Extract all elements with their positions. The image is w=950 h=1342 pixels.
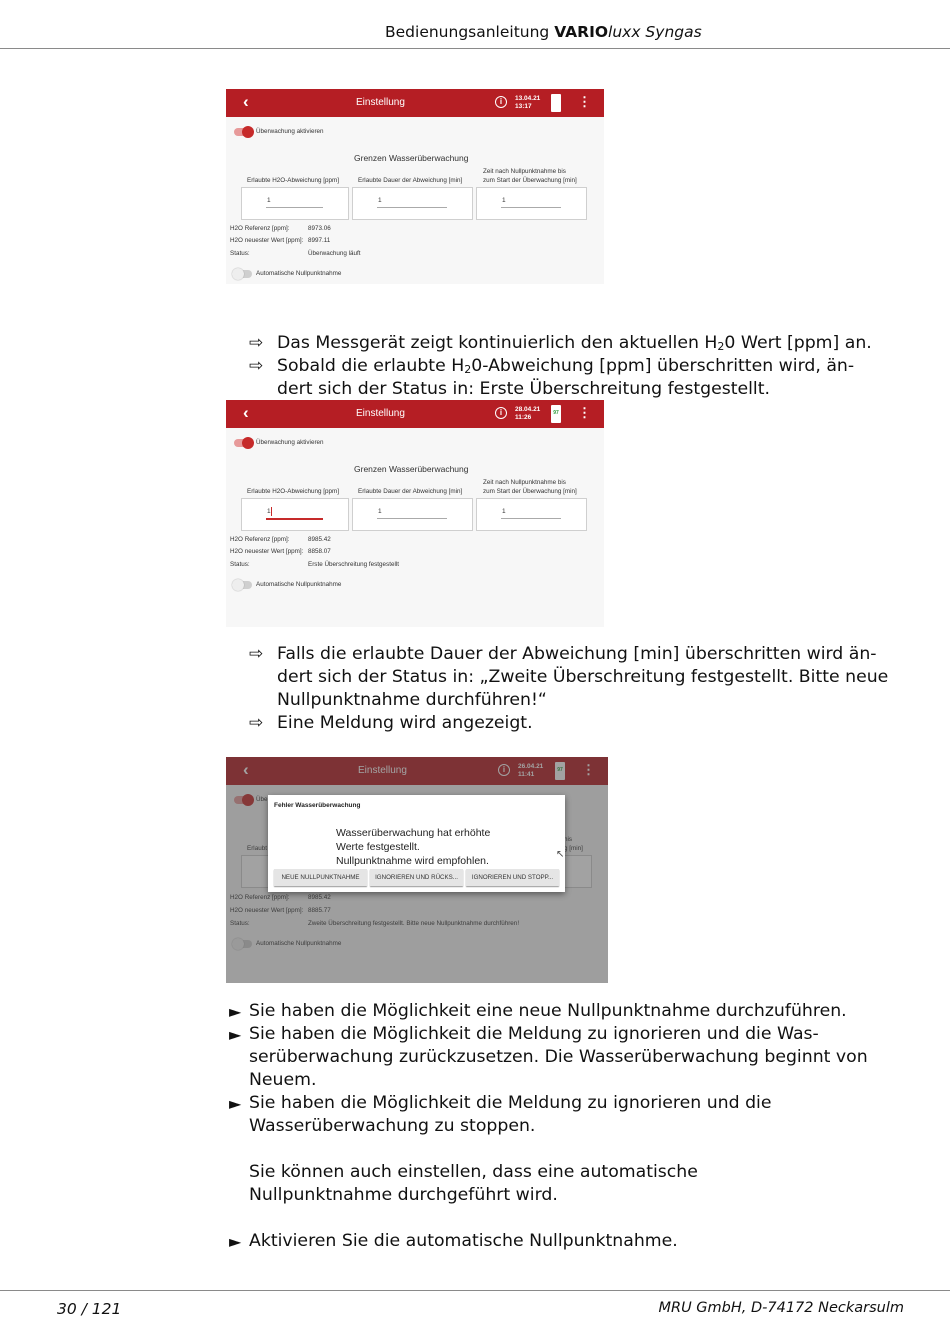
menu-icon[interactable]: ⋮ [578, 94, 591, 109]
option-text: Sie haben die Möglichkeit die Meldung zu ignorieren und die [249, 1093, 772, 1113]
header-title [385, 23, 702, 41]
option-text: Sie haben die Möglichkeit die Meldung zu ignorieren und die Was- [249, 1024, 819, 1044]
triangle-bullet-icon: ► [229, 1094, 242, 1113]
app-title: Einstellung [356, 97, 405, 108]
info-icon[interactable]: i [495, 407, 507, 419]
arrow-icon: ⇨ [249, 644, 264, 664]
error-dialog [268, 795, 565, 892]
field-value: 1 [267, 508, 271, 515]
battery-icon: 97 [551, 405, 561, 423]
screenshot-2 [226, 400, 604, 627]
reference-label: H2O Referenz [ppm]: [230, 536, 290, 543]
reference-value: 8985.42 [308, 536, 331, 543]
deviation-ppm-field[interactable] [241, 187, 349, 220]
status-value: Erste Überschreitung festgestellt [308, 561, 399, 568]
field-underline [377, 207, 447, 208]
field-underline [266, 518, 323, 520]
deviation-duration-field[interactable] [352, 187, 473, 220]
newest-label: H2O neuester Wert [ppm]: [230, 237, 304, 244]
screenshot-1 [226, 89, 604, 284]
app-bar [226, 400, 604, 428]
menu-icon[interactable]: ⋮ [578, 405, 591, 420]
col2-label: Erlaubte Dauer der Abweichung [min] [358, 488, 463, 495]
newest-value: 8858.07 [308, 548, 331, 555]
bullet-item [249, 712, 533, 735]
newest-value: 8997.11 [308, 237, 331, 244]
col3-label-2: zum Start der Überwachung [min] [483, 488, 577, 495]
triangle-bullet-icon: ► [229, 1025, 242, 1044]
note-text: Nullpunktnahme durchgeführt wird. [249, 1185, 558, 1205]
text-cursor [271, 507, 272, 516]
dialog-message-line: Nullpunktnahme wird empfohlen. [336, 855, 489, 867]
bullet-item [249, 643, 889, 712]
reference-value: 8973.06 [308, 225, 331, 232]
datetime [515, 406, 540, 422]
auto-zero-label: Automatische Nullpunktnahme [256, 270, 342, 277]
bullet-text: Nullpunktnahme durchführen!“ [277, 690, 547, 710]
col1-label: Erlaubte H2O-Abweichung [ppm] [247, 488, 340, 495]
field-underline [501, 518, 561, 519]
field-value: 1 [378, 508, 382, 515]
col3-label-1: Zeit nach Nullpunktnahme bis [483, 168, 566, 175]
subscript: 2 [464, 363, 472, 376]
bullet-item [249, 332, 872, 355]
bullet-text: Falls die erlaubte Dauer der Abweichung [min] überschritten wird än- [277, 644, 877, 664]
bullet-text: dert sich der Status in: Erste Überschreitung festgestellt. [277, 379, 770, 399]
col1-label: Erlaubte H2O-Abweichung [ppm] [247, 177, 340, 184]
status-value: Überwachung läuft [308, 250, 361, 257]
note-paragraph [249, 1161, 698, 1207]
arrow-icon: ⇨ [249, 713, 264, 733]
option-text: Sie haben die Möglichkeit eine neue Nullpunktnahme durchzuführen. [249, 1001, 847, 1021]
field-underline [501, 207, 561, 208]
option-item [229, 1000, 847, 1023]
ignore-stop-button[interactable]: IGNORIEREN UND STOPP... [466, 869, 559, 886]
option-item [229, 1092, 772, 1138]
battery-icon [551, 94, 561, 112]
header-brand-italic: luxx Syngas [608, 23, 702, 41]
bullet-item [249, 355, 855, 401]
page-number: 30 / 121 [57, 1300, 122, 1318]
new-zero-button[interactable]: NEUE NULLPUNKTNAHME [274, 869, 367, 886]
note-text: Sie können auch einstellen, dass eine automatische [249, 1162, 698, 1182]
col2-label: Erlaubte Dauer der Abweichung [min] [358, 177, 463, 184]
auto-zero-toggle[interactable] [234, 270, 252, 278]
time: 13:17 [515, 103, 532, 110]
reference-label: H2O Referenz [ppm]: [230, 225, 290, 232]
triangle-bullet-icon: ► [229, 1002, 242, 1021]
bullet-text: Das Messgerät zeigt kontinuierlich den aktuellen H [277, 333, 718, 353]
dialog-message-line: Wasserüberwachung hat erhöhte [336, 827, 491, 839]
arrow-icon: ⇨ [249, 356, 264, 376]
option-text: serüberwachung zurückzusetzen. Die Wasserüberwachung beginnt von [249, 1047, 868, 1067]
datetime [515, 95, 540, 111]
option-item [229, 1023, 868, 1092]
app-title: Einstellung [356, 408, 405, 419]
date: 28.04.21 [515, 406, 541, 413]
header-brand-bold: VARIO [554, 23, 609, 41]
header-prefix: Bedienungsanleitung [385, 23, 555, 41]
deviation-duration-field[interactable] [352, 498, 473, 531]
field-value: 1 [502, 197, 506, 204]
screenshot-3 [226, 757, 608, 983]
page-footer [0, 1290, 950, 1342]
back-icon[interactable]: ‹ [243, 403, 249, 422]
company-info: MRU GmbH, D-74172 Neckarsulm [658, 1300, 904, 1316]
info-icon[interactable]: i [495, 96, 507, 108]
field-underline [266, 207, 323, 208]
date: 13.04.21 [515, 95, 541, 102]
action-text: Aktivieren Sie die automatische Nullpunktnahme. [249, 1231, 678, 1251]
time: 11:26 [515, 414, 532, 421]
section-title: Grenzen Wasserüberwachung [354, 464, 469, 474]
col3-label-1: Zeit nach Nullpunktnahme bis [483, 479, 566, 486]
toggle-label: Überwachung aktivieren [256, 439, 324, 446]
app-bar [226, 89, 604, 117]
bullet-text: 0-Abweichung [ppm] überschritten wird, än- [471, 356, 855, 376]
start-delay-field[interactable] [476, 498, 587, 531]
field-underline [377, 518, 447, 519]
field-value: 1 [267, 197, 271, 204]
action-item [229, 1230, 678, 1253]
start-delay-field[interactable] [476, 187, 587, 220]
bullet-text: dert sich der Status in: „Zweite Überschreitung festgestellt. Bitte neue [277, 667, 889, 687]
option-text: Neuem. [249, 1070, 317, 1090]
newest-label: H2O neuester Wert [ppm]: [230, 548, 304, 555]
toggle-label: Überwachung aktivieren [256, 128, 324, 135]
ignore-reset-button[interactable]: IGNORIEREN UND RÜCKS... [370, 869, 463, 886]
bullet-text: 0 Wert [ppm] an. [724, 333, 872, 353]
auto-zero-toggle[interactable] [234, 581, 252, 589]
dialog-message [336, 826, 490, 868]
page-header [0, 0, 950, 49]
status-label: Status: [230, 561, 250, 568]
option-text: Wasserüberwachung zu stoppen. [249, 1116, 536, 1136]
bullet-text: Eine Meldung wird angezeigt. [277, 713, 533, 733]
monitoring-toggle[interactable] [234, 128, 252, 136]
dialog-message-line: Werte festgestellt. [336, 841, 420, 853]
col3-label-2: zum Start der Überwachung [min] [483, 177, 577, 184]
monitoring-toggle[interactable] [234, 439, 252, 447]
deviation-ppm-field[interactable] [241, 498, 349, 531]
mouse-cursor-icon: ↖ [556, 849, 565, 860]
field-value: 1 [378, 197, 382, 204]
subscript: 2 [717, 340, 725, 353]
section-title: Grenzen Wasserüberwachung [354, 153, 469, 163]
arrow-icon: ⇨ [249, 333, 264, 353]
triangle-bullet-icon: ► [229, 1232, 242, 1251]
dialog-title: Fehler Wasserüberwachung [274, 802, 361, 809]
field-value: 1 [502, 508, 506, 515]
auto-zero-label: Automatische Nullpunktnahme [256, 581, 342, 588]
status-label: Status: [230, 250, 250, 257]
bullet-text: Sobald die erlaubte H [277, 356, 465, 376]
back-icon[interactable]: ‹ [243, 92, 249, 111]
